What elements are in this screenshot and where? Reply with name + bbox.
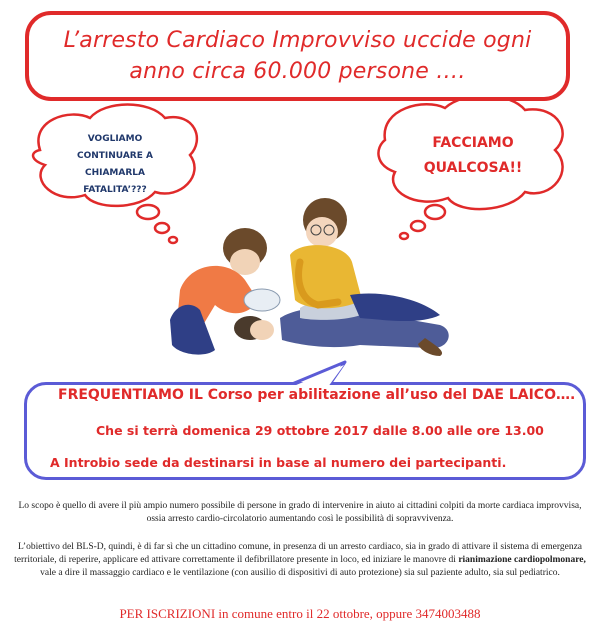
headline-line-1: L’arresto Cardiaco Improvviso uccide ogni: [63, 28, 532, 53]
body-paragraph-2-bold: rianimazione cardiopolmonare,: [458, 555, 586, 565]
thought-right-line-2: QUALCOSA!!: [423, 160, 523, 176]
body-paragraph-2-start: L’obiettivo del BLS-D, quindi, è di far sì che un cittadino comune, in presenza di un arresto cardiaco, sia in grado di attivare il sistema di emergenza territoriale, di reperire, applicare ed attivare correttamente il defibrillatore presente in loco, ed iniziare le manovre di: [14, 542, 583, 565]
course-line-2: Che si terrà domenica 29 ottobre 2017 dalle 8.00 alle ore 13.00: [96, 423, 544, 438]
body-paragraph-1: Lo scopo è quello di avere il più ampio numero possibile di persone in grado di intervenire in aiuto ai cittadini colpiti da morte cardiaca improvvisa, ossia arresto cardio-circolatorio aumentando così le possibilità di sopravvivenza.: [18, 501, 582, 524]
thought-left-line-4: FATALITA’???: [83, 185, 147, 195]
thought-left-line-3: CHIAMARLA: [84, 168, 145, 178]
course-line-1: FREQUENTIAMO IL Corso per abilitazione all’uso del DAE LAICO….: [58, 387, 576, 403]
thought-left-line-2: CONTINUARE A: [77, 151, 153, 161]
registration-footer: PER ISCRIZIONI in comune entro il 22 ottobre, oppure 3474003488: [119, 606, 481, 621]
thought-left-line-1: VOGLIAMO: [87, 134, 143, 144]
thought-right-line-1: FACCIAMO: [432, 135, 514, 151]
course-line-3: A Introbio sede da destinarsi in base al numero dei partecipanti.: [50, 455, 507, 470]
body-paragraph-2-end: vale a dire il massaggio cardiaco e le ventilazione (con ausilio di dispositivi di auto protezione) sia sul paziente adulto, sia sul pediatrico.: [40, 568, 560, 578]
headline-line-2: anno circa 60.000 persone ….: [129, 59, 466, 84]
body-paragraph-2: [10, 541, 590, 580]
